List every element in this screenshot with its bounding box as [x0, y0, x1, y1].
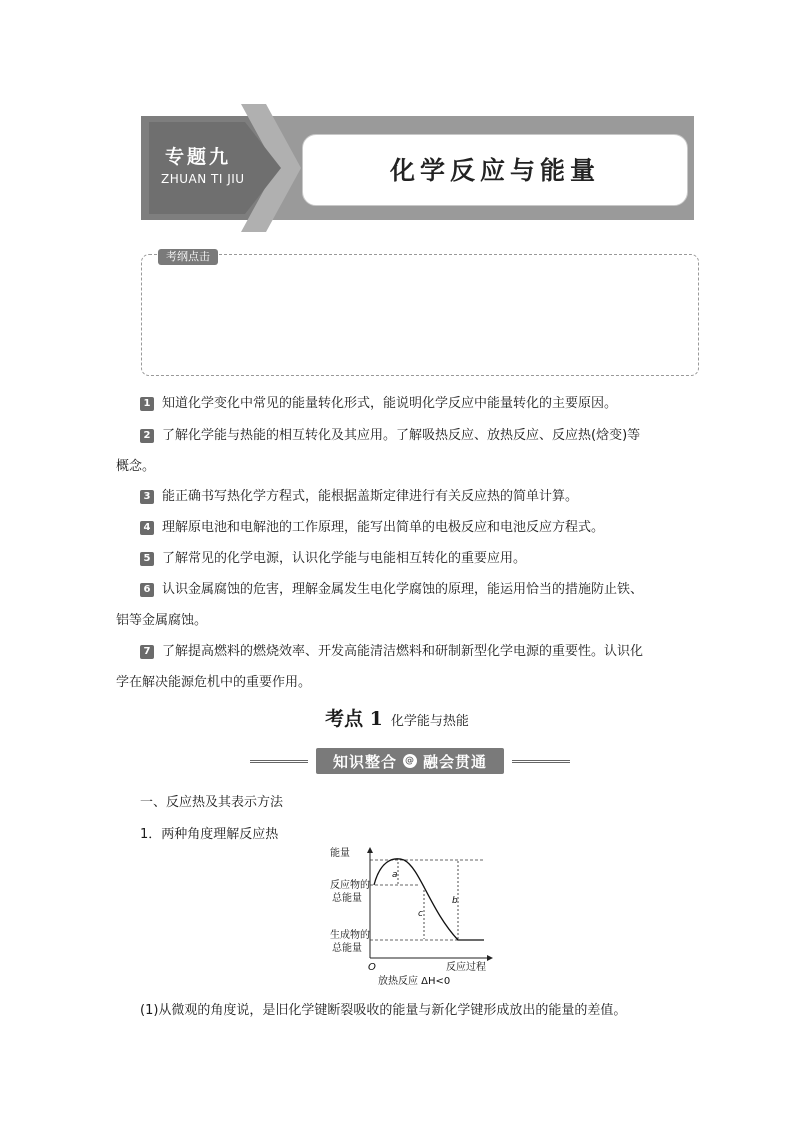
- chapter-title: 化学反应与能量: [389, 156, 600, 185]
- banner-dot-icon: @: [405, 756, 415, 766]
- label-b: b: [452, 896, 458, 906]
- point-number: 1: [140, 397, 154, 411]
- x-axis-label: 反应过程: [446, 962, 486, 973]
- section-heading: [0, 704, 794, 731]
- point-text: 了解化学能与热能的相互转化及其应用。了解吸热反应、放热反应、反应热(焓变)等: [162, 428, 641, 443]
- label-a: a: [392, 870, 398, 880]
- point-text-cont: 学在解决能源危机中的重要作用。: [116, 675, 312, 690]
- point-number: 3: [140, 490, 154, 504]
- y-axis-label: 能量: [330, 848, 350, 859]
- syllabus-tag: 考纲点击: [158, 249, 218, 265]
- chapter-banner: [141, 116, 694, 220]
- energy-diagram: [328, 840, 498, 990]
- point-number: 2: [140, 429, 154, 443]
- divider-line-right: [512, 760, 570, 763]
- section-number: 考点 1: [325, 708, 383, 730]
- chapter-pinyin: ZHUAN TI JIU: [161, 172, 245, 186]
- point-7: [116, 636, 686, 698]
- reaction-curve: [374, 859, 484, 940]
- point-3: [116, 481, 686, 512]
- point-number: 4: [140, 521, 154, 535]
- knowledge-divider: [250, 748, 570, 774]
- diagram-caption: 放热反应 ΔH<0: [378, 976, 451, 987]
- syllabus-box: [141, 254, 699, 376]
- product-label-1: 生成物的: [330, 930, 370, 941]
- topic-heading: 1．两种角度理解反应热: [140, 827, 279, 842]
- point-text: 能正确书写热化学方程式，能根据盖斯定律进行有关反应热的简单计算。: [162, 489, 579, 504]
- origin-label: O: [368, 962, 376, 973]
- point-number: 5: [140, 552, 154, 566]
- banner-right-text: 融会贯通: [423, 752, 488, 771]
- point-2: [116, 420, 686, 482]
- point-number: 7: [140, 645, 154, 659]
- point-text-cont: 概念。: [116, 459, 156, 474]
- point-text: 了解常见的化学电源，认识化学能与电能相互转化的重要应用。: [162, 551, 527, 566]
- point-number: 6: [140, 583, 154, 597]
- point-6: [116, 574, 686, 636]
- reactant-label-2: 总能量: [332, 893, 362, 904]
- knowledge-banner: [316, 748, 504, 774]
- point-text: 了解提高燃料的燃烧效率、开发高能清洁燃料和研制新型化学电源的重要性。认识化: [162, 644, 644, 659]
- label-c: c: [418, 909, 423, 919]
- point-text: 知道化学变化中常见的能量转化形式，能说明化学反应中能量转化的主要原因。: [162, 396, 618, 411]
- chapter-number: 专题九: [165, 146, 232, 168]
- reactant-label-1: 反应物的: [330, 880, 370, 891]
- divider-line-left: [250, 760, 308, 763]
- section-title: 化学能与热能: [390, 714, 469, 729]
- product-label-2: 总能量: [332, 943, 362, 954]
- point-text: 理解原电池和电解池的工作原理，能写出简单的电极反应和电池反应方程式。: [162, 520, 605, 535]
- subsection-heading: 一、反应热及其表示方法: [140, 795, 284, 810]
- point-5: [116, 543, 686, 574]
- banner-left-text: 知识整合: [332, 752, 397, 771]
- point-text: 认识金属腐蚀的危害，理解金属发生电化学腐蚀的原理，能运用恰当的措施防止铁、: [162, 582, 644, 597]
- point-1: [116, 388, 686, 419]
- body-paragraph: (1)从微观的角度说，是旧化学键断裂吸收的能量与新化学键形成放出的能量的差值。: [140, 1003, 627, 1018]
- point-4: [116, 512, 686, 543]
- point-text-cont: 铝等金属腐蚀。: [116, 613, 208, 628]
